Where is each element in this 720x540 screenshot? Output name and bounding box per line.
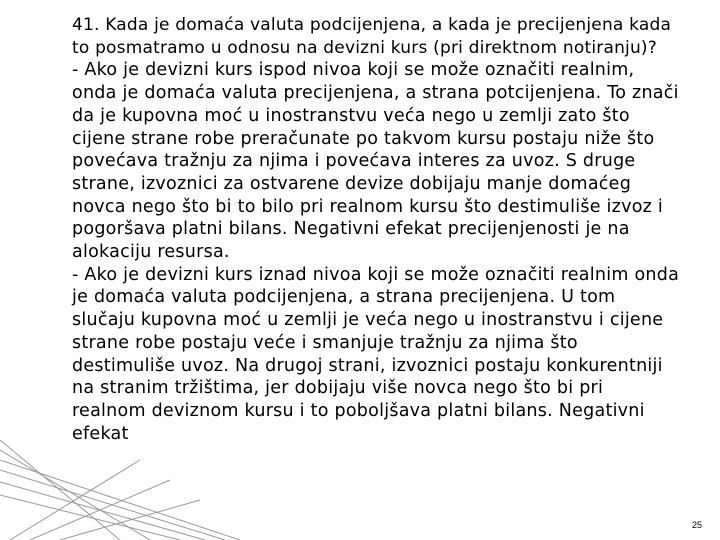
page-number: 25 [692,520,703,530]
question-heading: 41. Kada je domaća valuta podcijenjena, a kada je precijenjena kada to posmatramo u odnosu na devizni kurs (pri direktnom notiranju)? [72,15,672,58]
answer-paragraph-1: - Ako je devizni kurs ispod nivoa koji se može označiti realnim, onda je domaća valuta precijenjena, a strana potcijenjena. To znači da je kupovna moć u inostranstvu veća nego u zemlji zato što cijene strane robe preračunate po takvom kursu postaju niže što povećava tražnju za njima i povećava interes za uvoz. S druge strane, izvoznici za ostvarene devize dobijaju manje domaćeg novca nego što bi to bilo pri realnom kursu što destimuliše izvoz i pogoršava platni bilans. Negativni efekat precijenjenosti je na alokaciju resursa. [72,60,679,263]
decorative-lines [0,440,240,540]
slide-content [72,14,682,445]
answer-paragraph-2: - Ako je devizni kurs iznad nivoa koji se može označiti realnim onda je domaća valuta podcijenjena, a strana precijenjena. U tom slučaju kupovna moć u zemlji je veća nego u inostranstvu i cijene strane robe postaju veće i smanjuje tražnju za njima što destimuliše uvoz. Na drugoj strani, izvoznici postaju konkurentniji na stranim tržištima, jer dobijaju više novca nego što bi pri realnom deviznom kursu i to poboljšava platni bilans. Negativni efekat [72,264,680,444]
